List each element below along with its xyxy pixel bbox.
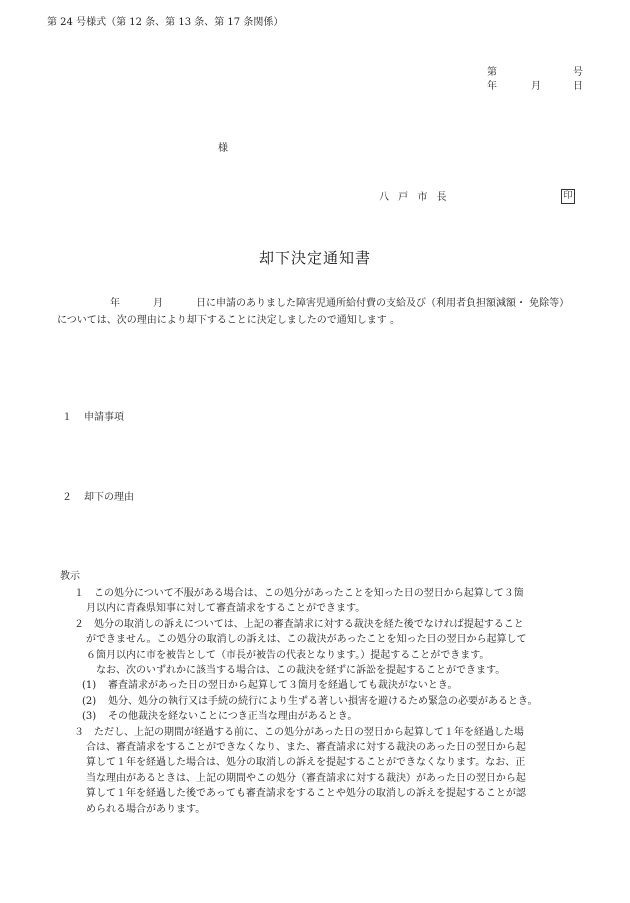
- notice-item-2-cont: なお、次のいずれかに該当する場合は、この裁決を経ずに訴訟を提起することができます。: [86, 665, 506, 677]
- subitem-text: その他裁決を経ないことにつき正当な理由があるとき。: [108, 711, 358, 723]
- body-month: 月: [153, 298, 163, 309]
- date-day: 日: [573, 81, 583, 92]
- notice-item-3-cont: められる場合があります。: [86, 803, 206, 815]
- notice-item-1-cont: 月以内に青森県知事に対して審査請求をすることができます。: [86, 603, 366, 615]
- addressee-suffix: 様: [218, 143, 228, 154]
- body-text-rest: 日に申請のありました障害児通所給付費の支給及び（利用者負担額減額・ 免除等）: [196, 298, 570, 309]
- subitem-text: 処分、処分の執行又は手続の続行により生ずる著しい損害を避けるため緊急の必要があるとき。: [108, 695, 538, 707]
- notice-subitem-3: [60, 709, 600, 724]
- section-number: ２: [62, 492, 72, 503]
- date-month: 月: [531, 81, 541, 92]
- date-year: 年: [487, 81, 497, 92]
- issuer-name: 八 戸 市 長: [379, 192, 450, 203]
- section-number: １: [62, 412, 72, 423]
- seal-mark: 印: [561, 189, 575, 204]
- body-year: 年: [110, 298, 120, 309]
- form-label: 第 24 号様式（第 12 条、第 13 条、第 17 条関係）: [47, 17, 284, 28]
- notice-item-3: ３ ただし、上記の期間が経過する前に、この処分があった日の翌日から起算して１年を経過した場: [74, 726, 524, 738]
- subitem-number: (2): [82, 695, 97, 707]
- document-title: 却下決定通知書: [258, 249, 371, 267]
- subitem-number: (3): [82, 711, 97, 723]
- body-paragraph: [57, 295, 597, 329]
- notice-item-2-cont: ６箇月以内に市を被告として（市長が被告の代表となります。）提起することができます。: [86, 649, 490, 661]
- number-prefix: 第: [487, 67, 497, 78]
- notice-item-2-cont: ができません。この処分の取消しの訴えは、この裁決があったことを知った日の翌日から起算して: [86, 634, 527, 646]
- section-label: 却下の理由: [84, 492, 134, 503]
- notice-item-1: １ この処分について不服がある場合は、この処分があったことを知った日の翌日から起算して３箇: [74, 588, 524, 599]
- notice-item-2: ２ 処分の取消しの訴えについては、上記の審査請求に対する裁決を経た後でなければ提起すること: [74, 618, 524, 630]
- date-line: [487, 82, 587, 96]
- notice-item-3-cont: 算して１年を経過した後であっても審査請求をすることや処分の取消しの訴えを提起することが認: [86, 788, 526, 800]
- notice-heading: 教示: [60, 571, 80, 582]
- section-label: 申請事項: [84, 412, 124, 423]
- notice-item-3-cont: 当な理由があるときは、上記の期間やこの処分（審査請求に対する裁決）があった日の翌日から起: [86, 772, 526, 784]
- subitem-text: 審査請求があった日の翌日から起算して３箇月を経過しても裁決がないとき。: [108, 680, 458, 692]
- section-application-item: [62, 413, 124, 423]
- document-number-line: [487, 68, 587, 82]
- subitem-number: (1): [82, 680, 97, 692]
- notice-subitem-1: [60, 678, 600, 693]
- body-line-1: [57, 295, 597, 312]
- notice-item-3-cont: 算して１年を経過した場合は、処分の取消しの訴えを提起することができなくなります。なお、正: [86, 757, 526, 769]
- section-rejection-reason: [62, 493, 134, 503]
- document-number-date: [487, 68, 587, 96]
- instruction-notice: [60, 569, 600, 817]
- number-suffix: 号: [573, 67, 583, 78]
- notice-subitem-2: [60, 694, 600, 709]
- body-line-2: については、次の理由により却下することに決定しましたので通知します 。: [57, 315, 400, 326]
- notice-item-3-cont: 合は、審査請求をすることができなくなり、また、審査請求に対する裁決のあった日の翌日から起: [86, 742, 526, 754]
